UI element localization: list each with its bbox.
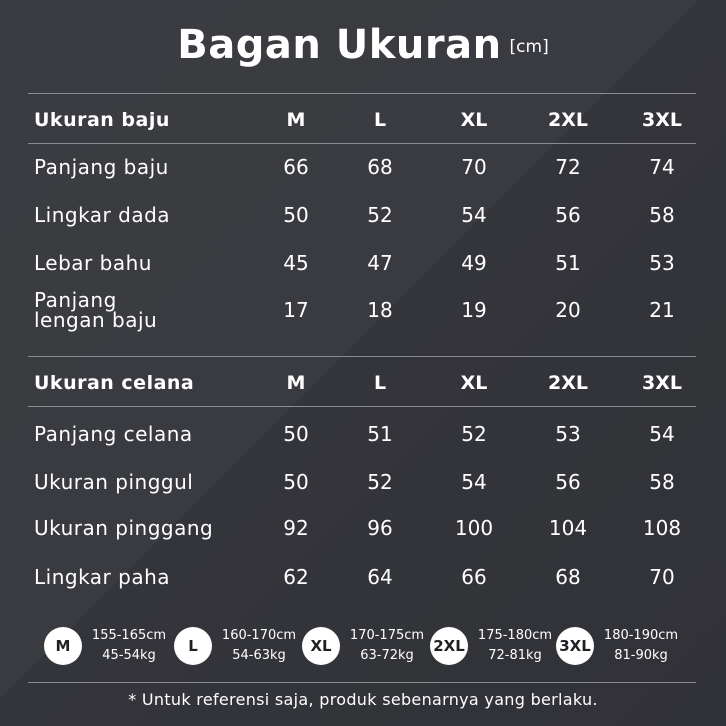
table-row [0,195,726,235]
size-badge: 2XL [430,627,468,665]
table-cell: 100 [454,516,494,540]
row-label: Ukuran pinggul [34,470,194,494]
table-cell: 50 [283,203,309,227]
table-row [0,462,726,502]
table-cell: 18 [367,298,393,322]
shirt-header-row [0,100,726,140]
divider-top [28,93,696,94]
table-row [0,508,726,548]
size-header: M [286,109,306,131]
table-cell: 47 [367,251,393,275]
footnote: * Untuk referensi saja, produk sebenarnya yang berlaku. [128,690,598,709]
divider-shirt-header [28,143,696,144]
size-badge: L [174,627,212,665]
table-cell: 56 [555,203,581,227]
legend-height: 160-170cm [221,628,297,643]
table-cell: 21 [649,298,675,322]
table-cell: 58 [649,470,675,494]
table-row [0,290,726,330]
row-label: Lingkar paha [34,565,171,589]
table-row [0,557,726,597]
table-cell: 54 [461,203,487,227]
size-badge: XL [302,627,340,665]
table-cell: 50 [283,470,309,494]
legend-text [596,626,686,666]
table-row [0,414,726,454]
table-cell: 50 [283,422,309,446]
legend-text [84,626,174,666]
table-cell: 17 [283,298,309,322]
table-cell: 45 [283,251,309,275]
size-header: 2XL [548,372,588,394]
size-badge: M [44,627,82,665]
table-cell: 62 [283,565,309,589]
table-cell: 52 [367,203,393,227]
size-badge: 3XL [556,627,594,665]
page-title [0,22,726,68]
size-header: 2XL [548,109,588,131]
unit-label: [cm] [509,37,549,57]
row-label: Panjang lengan baju [34,288,158,332]
size-header: 3XL [642,372,682,394]
table-cell: 104 [548,516,588,540]
table-cell: 92 [283,516,309,540]
table-cell: 72 [555,155,581,179]
table-cell: 53 [649,251,675,275]
legend-weight: 45-54kg [102,648,156,663]
title-text: Bagan Ukuran [177,22,502,68]
table-cell: 54 [649,422,675,446]
legend-height: 175-180cm [477,628,553,643]
table-cell: 96 [367,516,393,540]
legend-weight: 54-63kg [232,648,286,663]
legend-weight: 81-90kg [614,648,668,663]
shirt-heading: Ukuran baju [34,109,170,131]
pants-header-row [0,363,726,403]
legend-text [214,626,304,666]
row-label: Ukuran pinggang [34,516,214,540]
table-cell: 53 [555,422,581,446]
table-cell: 49 [461,251,487,275]
size-legend [0,624,726,668]
table-cell: 66 [283,155,309,179]
legend-text [470,626,560,666]
divider-bottom [28,682,696,683]
size-header: L [373,109,387,131]
legend-weight: 63-72kg [360,648,414,663]
size-header: L [373,372,387,394]
legend-height: 180-190cm [603,628,679,643]
table-cell: 54 [461,470,487,494]
table-cell: 68 [555,565,581,589]
pants-heading: Ukuran celana [34,372,195,394]
table-cell: 52 [367,470,393,494]
table-cell: 64 [367,565,393,589]
table-cell: 52 [461,422,487,446]
table-cell: 68 [367,155,393,179]
size-header: 3XL [642,109,682,131]
table-cell: 66 [461,565,487,589]
table-cell: 108 [642,516,682,540]
row-label: Lingkar dada [34,203,171,227]
table-cell: 56 [555,470,581,494]
table-cell: 51 [555,251,581,275]
size-header: M [286,372,306,394]
table-cell: 20 [555,298,581,322]
divider-middle [28,356,696,357]
legend-height: 155-165cm [91,628,167,643]
table-cell: 74 [649,155,675,179]
table-cell: 51 [367,422,393,446]
table-cell: 70 [649,565,675,589]
legend-height: 170-175cm [349,628,425,643]
table-row [0,243,726,283]
size-header: XL [460,372,488,394]
legend-weight: 72-81kg [488,648,542,663]
table-cell: 70 [461,155,487,179]
table-row [0,147,726,187]
size-header: XL [460,109,488,131]
legend-text [342,626,432,666]
row-label: Panjang baju [34,155,169,179]
table-cell: 19 [461,298,487,322]
divider-pants-header [28,406,696,407]
row-label: Lebar bahu [34,251,152,275]
table-cell: 58 [649,203,675,227]
row-label: Panjang celana [34,422,193,446]
